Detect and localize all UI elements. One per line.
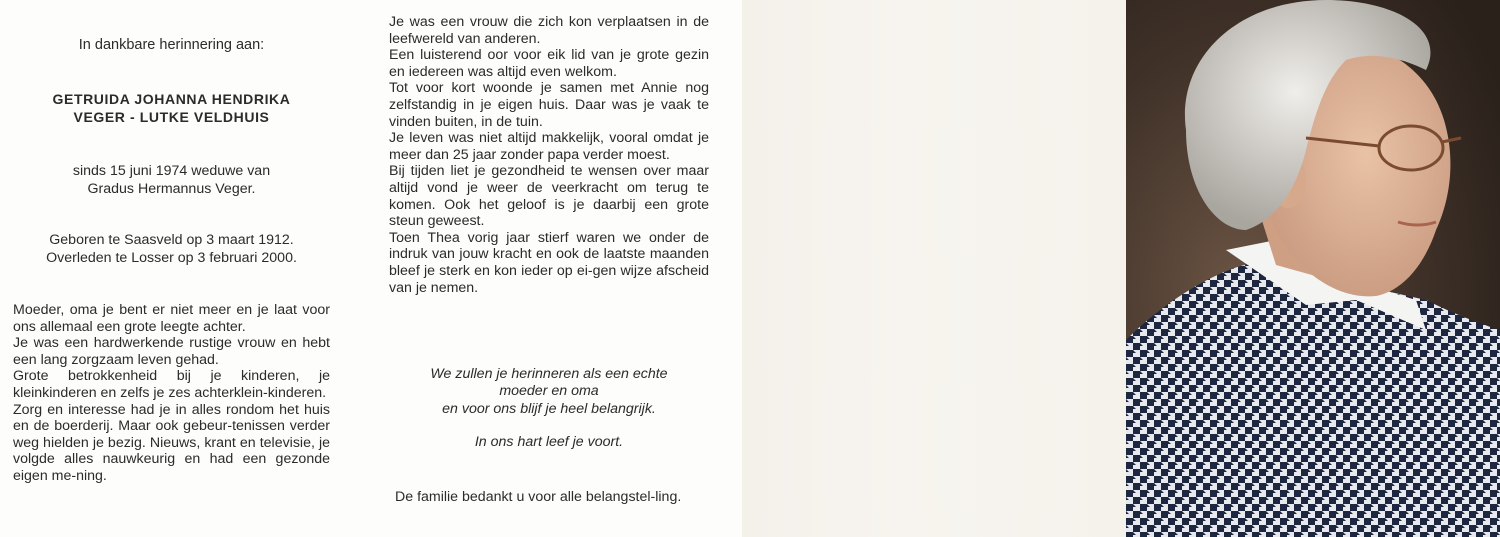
widow-line-2: Gradus Hermannus Veger.: [87, 180, 256, 197]
right-body-text: [389, 14, 709, 296]
name-line-1: GETRUIDA JOHANNA HENDRIKA: [52, 91, 291, 107]
paragraph: Je leven was niet altijd makkelijk, vooral omdat je meer dan 25 jaar zonder papa verder moest.: [389, 130, 709, 163]
card-text-panel: [0, 0, 742, 537]
deceased-name: [13, 91, 330, 126]
memorial-verse-closing: In ons hart leef je voort.: [474, 434, 624, 450]
card-back-panel: [742, 0, 1126, 537]
name-line-2: VEGER - LUTKE VELDHUIS: [73, 108, 270, 125]
paragraph: Zorg en interesse had je in alles rondom het huis en de boerderij. Maar ook gebeur-tenissen verder weg hielden je bezig. Nieuws, krant en televisie, je volgde alles nauwkeurig en had een gezonde eigen me-ning.: [13, 401, 330, 484]
paragraph: Grote betrokkenheid bij je kinderen, je kleinkinderen en zelfs je zes achterklein-kinderen.: [13, 368, 330, 401]
intro-text: In dankbare herinnering aan:: [78, 37, 265, 53]
left-body-text: [13, 302, 330, 526]
verse-line-2: moeder en oma: [499, 383, 599, 400]
paragraph: Tot voor kort woonde je samen met Annie nog zelfstandig in je eigen huis. Daar was je vaak te vinden buiten, in de tuin.: [389, 80, 709, 130]
widow-line-1: sinds 15 juni 1974 weduwe van: [72, 163, 271, 179]
paragraph: Bij tijden liet je gezondheid te wensen over maar altijd vond je weer de veerkracht om terug te komen. Ook het geloof is je daarbij een grote steun geweest.: [389, 163, 709, 230]
paragraph: Een luisterend oor voor eik lid van je grote gezin en iedereen was altijd even welkom.: [389, 47, 709, 80]
portrait-photo-icon: [1126, 0, 1500, 537]
life-dates: [13, 232, 330, 268]
paragraph: Je was een vrouw die zich kon verplaatsen in de leefwereld van anderen.: [389, 14, 709, 47]
portrait-photo: [1126, 0, 1500, 537]
born-text: Geboren te Saasveld op 3 maart 1912.: [49, 232, 294, 248]
died-text: Overleden te Losser op 3 februari 2000.: [46, 249, 297, 266]
verse-line-3: en voor ons blijf je heel belangrijk.: [442, 400, 656, 417]
paragraph: Moeder, oma je bent er niet meer en je laat voor ons allemaal een grote leegte achter.: [13, 302, 330, 335]
verse-line-1: We zullen je herinneren als een echte: [430, 366, 668, 382]
paragraph: Toen Thea vorig jaar stierf waren we onder de indruk van jouw kracht en ook de laatste maanden bleef je sterk en kon ieder op ei-gen wijze afscheid van je nemen.: [389, 229, 709, 296]
widow-text: [13, 163, 330, 199]
paragraph: Je was een hardwerkende rustige vrouw en hebt een lang zorgzaam leven gehad.: [13, 335, 330, 368]
family-thanks: De familie bedankt u voor alle belangstel-ling.: [395, 489, 682, 505]
memorial-verse: [389, 366, 709, 418]
